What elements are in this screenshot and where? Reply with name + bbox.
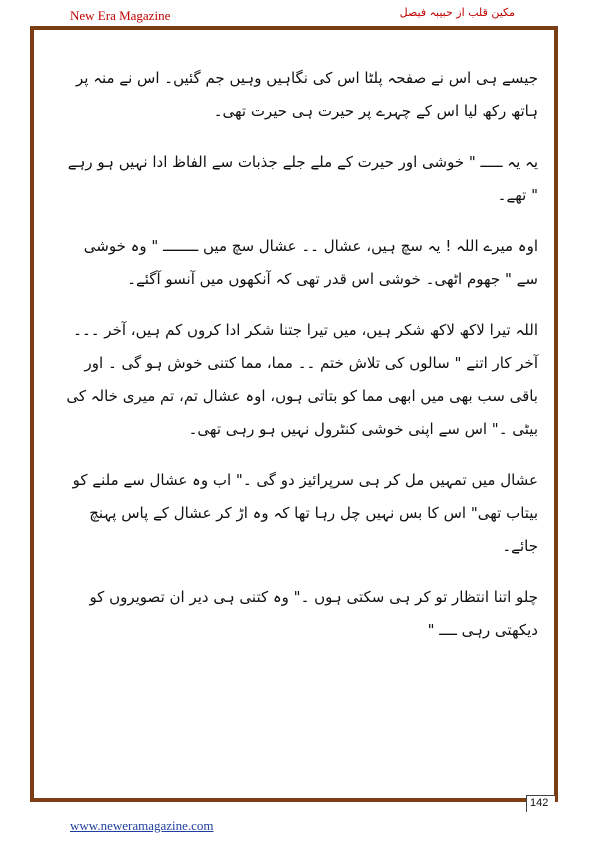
- website-link[interactable]: www.neweramagazine.com: [70, 818, 214, 833]
- magazine-name: New Era Magazine: [70, 8, 171, 23]
- story-text: [60, 62, 538, 665]
- paragraph-1: جیسے ہی اس نے صفحہ پلٹا اس کی نگاہیں وہیں جم گئیں۔ اس نے منہ پر ہاتھ رکھ لیا اس کے چہرے پر حیرت ہی حیرت تھی۔: [75, 69, 538, 120]
- page-number: 142: [530, 797, 549, 809]
- paragraph-5: عشال میں تمہیں مل کر ہی سرپرائیز دو گی ۔" اب وہ عشال سے ملنے کو بیتاب تھی" اس کا بس نہیں چل رہا تھا کہ وہ اڑ کر عشال کے پاس پہنچ جائے۔: [72, 471, 538, 555]
- paragraph-6: چلو اتنا انتظار تو کر ہی سکتی ہوں ۔" وہ کتنی ہی دیر ان تصویروں کو دیکھتی رہی ــــ ": [89, 588, 538, 639]
- paragraph-3: اوہ میرے اللہ ! یہ سچ ہیں، عشال ۔۔ عشال سچ میں ــــــــ " وہ خوشی سے " جھوم اٹھی۔ خوشی اس قدر تھی کہ آنکھوں میں آنسو آگئے۔: [83, 237, 538, 288]
- paragraph-2: یہ یہ ـــــ " خوشی اور حیرت کے ملے جلے جذبات سے الفاظ ادا نہیں ہو رہے " تھے۔: [67, 153, 538, 204]
- novel-title: مکین قلب از حبیبہ فیصل: [399, 6, 515, 19]
- paragraph-4: اللہ تیرا لاکھ لاکھ شکر ہیں، میں تیرا جتنا شکر ادا کروں کم ہیں، آخر ۔۔۔ آخر کار اتنے " سالوں کی تلاش ختم ۔۔ مما، مما کتنی خوش ہو گی ۔ اور باقی سب بھی میں ابھی مما کو بتاتی ہوں، اوہ عشال تم، تم میری خالہ کی بیٹی ۔" اس سے اپنی خوشی کنٹرول نہیں ہو رہی تھی۔: [66, 321, 538, 438]
